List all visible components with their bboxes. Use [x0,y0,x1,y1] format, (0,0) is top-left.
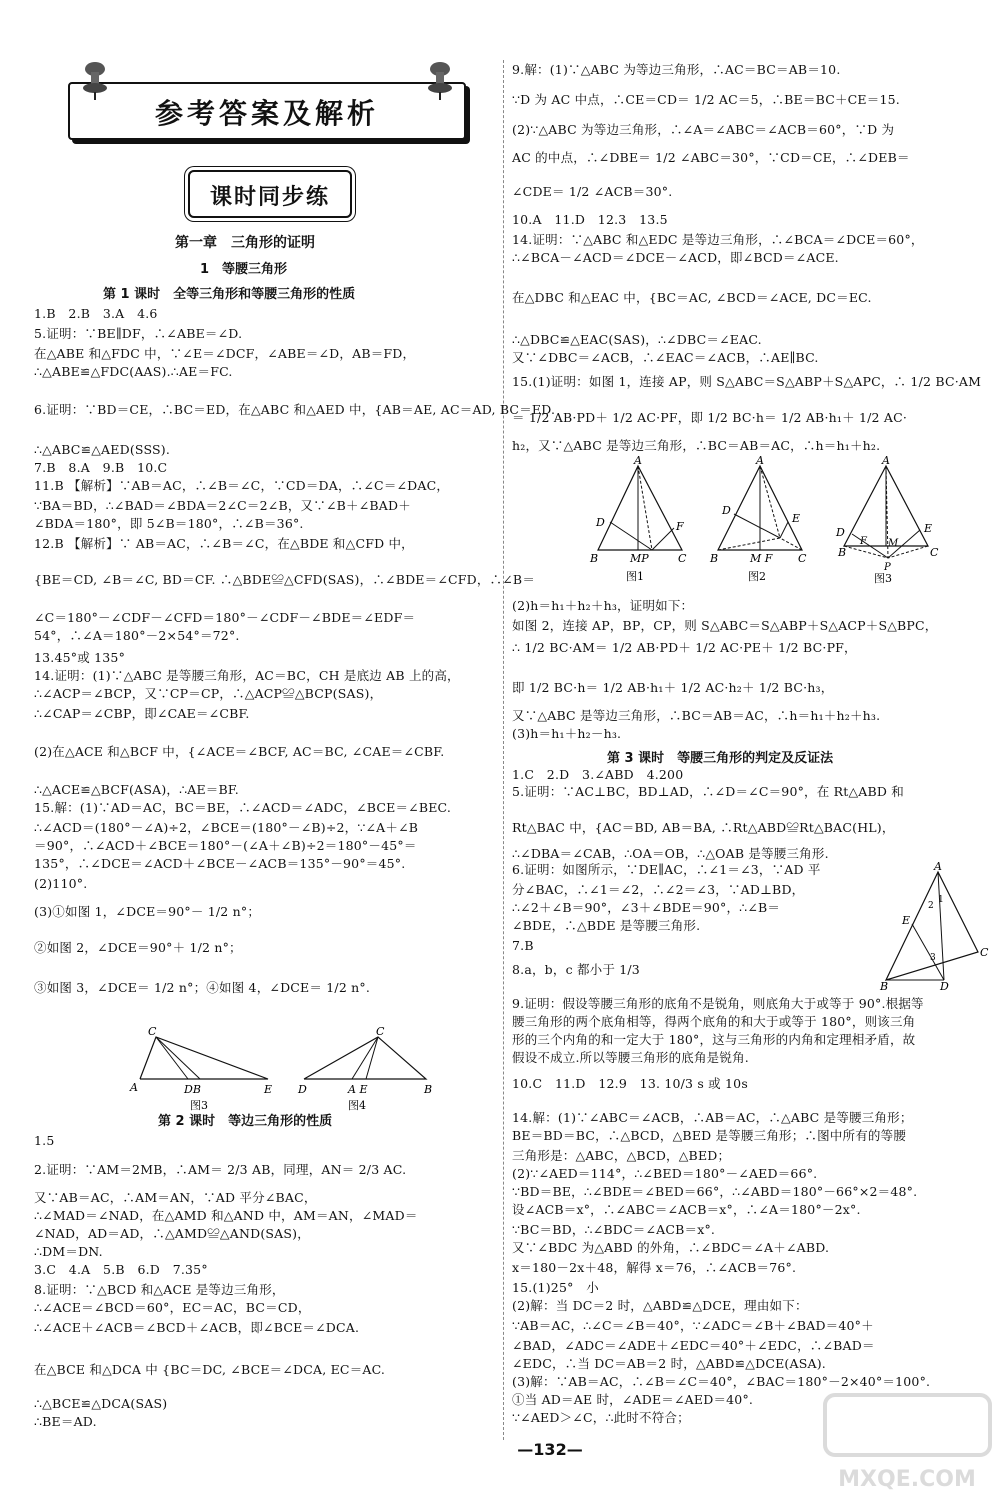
figure-3-right [834,454,944,588]
text-line: ∴DM＝DN. [34,1244,103,1259]
svg-text:DB: DB [184,1083,201,1096]
text-line: x＝180－2x＋48，解得 x＝76，∴∠ACB＝76°. [512,1260,797,1275]
figure-1-right [590,454,690,588]
text-line: ①当 AD＝AE 时，∠ADE＝∠AED＝40°. [512,1392,754,1407]
text-line: 2.证明：∵AM＝2MB，∴AM＝ 2/3 AB，同理，AN＝ 2/3 AC. [34,1162,407,1177]
svg-text:1: 1 [938,895,944,905]
svg-text:P: P [884,562,891,573]
text-line: 设∠ACB＝x°，∴∠ABC＝∠ACB＝x°，∴∠A＝180°－2x°. [512,1202,861,1217]
svg-text:D: D [940,980,949,993]
svg-text:图2: 图2 [748,570,766,583]
text-line: (2)110°. [34,876,88,891]
svg-text:MXQE.COM: MXQE.COM [838,1467,976,1492]
text-line: (3)①如图 1，∠DCE＝90°－ 1/2 n°； [34,904,261,919]
text-line: 又∵△ABC 是等边三角形，∴BC＝AB＝AC，∴h＝h₁＋h₂＋h₃. [512,708,881,723]
text-line: ∴∠CAP＝∠CBP，即∠CAE＝∠CBF. [34,706,250,721]
text-line: 15.解：(1)∵AD＝AC，BC＝BE，∴∠ACD＝∠ADC，∠BCE＝∠BEC. [34,800,452,815]
text-line: ∴∠ACE＋∠ACB＝∠BCD＋∠ACB，即∠BCE＝∠DCA. [34,1320,360,1335]
section-heading: 1 等腰三角形 [200,262,288,277]
text-line: ∴△DBC≌△EAC(SAS)，∴∠DBC＝∠EAC. [512,332,762,347]
figure-q6-right [878,862,988,992]
text-line: 135°，∴∠DCE＝∠ACD＋∠BCE－∠ACB＝135°－90°＝45°. [34,856,406,871]
text-line: BE＝BD＝BC，∴△BCD，△BED 是等腰三角形；∴图中所有的等腰 [512,1128,907,1143]
svg-text:C: C [678,552,687,565]
svg-text:2: 2 [928,901,934,911]
svg-text:F: F [676,520,684,533]
text-line: ∵∠AED＞∠C，∴此时不符合； [512,1410,690,1425]
figure-caption: 图3 [190,1099,208,1112]
lesson-heading: 第 2 课时 等边三角形的性质 [158,1114,333,1129]
text-line: (2)∵∠AED＝114°，∴∠BED＝180°－∠AED＝66°. [512,1166,818,1181]
text-line: (2)∵△ABC 为等边三角形，∴∠A＝∠ABC＝∠ACB＝60°，∵D 为 [512,122,895,137]
text-line: 7.B 8.A 9.B 10.C [34,460,168,475]
pushpin-icon [425,60,455,100]
text-line: ∠BDA＝180°，即 5∠B＝180°，∴∠B＝36°. [34,516,304,531]
section-title: 课时同步练 [209,185,330,210]
text-line: ∠NAD，AD＝AD，∴△AMD≌△AND(SAS)， [34,1226,310,1241]
text-line: 1.C 2.D 3.∠ABD 4.200 [512,767,684,782]
text-line: ∵BD＝BE，∴∠BDE＝∠BED＝66°，∴∠ABD＝180°－66°×2＝48°. [512,1184,918,1199]
text-line: ∴∠MAD＝∠NAD，在△AMD 和△AND 中，AM＝AN，∠MAD＝ [34,1208,418,1223]
text-line: 13.45°或 135° [34,650,126,665]
pushpin-icon [80,60,110,100]
text-line: ＝90°，∴∠ACD＋∠BCE＝180°－(∠A＋∠B)÷2＝180°－45°＝ [34,838,417,853]
chapter-heading: 第一章 三角形的证明 [175,235,315,251]
figure-2-right [710,454,810,588]
text-line: 三角形是：△ABC，△BCD，△BED； [512,1148,731,1163]
text-line: ∴∠ACP＝∠BCP，又∵CP＝CP，∴△ACP≌△BCP(SAS)， [34,686,383,701]
text-line: 14.证明：(1)∵△ABC 是等腰三角形，AC＝BC，CH 是底边 AB 上的高， [34,668,460,683]
svg-text:B: B [424,1083,433,1096]
text-line: 9.证明：假设等腰三角形的底角不是锐角，则底角大于或等于 90°.根据等 [512,996,924,1011]
text-line: 14.解：(1)∵∠ABC＝∠ACB，∴AB＝AC，∴△ABC 是等腰三角形； [512,1110,913,1125]
text-line: (2)在△ACE 和△BCF 中，{∠ACE＝∠BCF, AC＝BC, ∠CAE＝∠CBF. [34,744,445,759]
lesson-heading: 第 3 课时 等腰三角形的判定及反证法 [607,751,834,766]
page-title: 参考答案及解析 [154,97,379,130]
column-divider [503,60,505,1440]
text-line: 在△DBC 和△EAC 中，{BC＝AC, ∠BCD＝∠ACE, DC＝EC. [512,290,872,305]
text-line: ＝ 1/2 AB·PD＋ 1/2 AC·PF，即 1/2 BC·h＝ 1/2 AB·h₁＋ 1/2 AC· [512,410,908,425]
page-number: —132— [517,1440,583,1459]
svg-text:C: C [376,1025,385,1038]
lesson-heading: 第 1 课时 全等三角形和等腰三角形的性质 [103,287,356,302]
text-line: (3)h＝h₁＋h₂－h₃. [512,726,622,741]
text-line: 又∵AB＝AC，∴AM＝AN，∵AD 平分∠BAC， [34,1190,317,1205]
text-line: ∠C＝180°－∠CDF－∠CFD＝180°－∠CDF－∠BDE＝∠EDF＝ [34,610,416,625]
svg-text:M: M [888,538,899,549]
section-banner [188,170,352,218]
text-line: AC 的中点，∴∠DBE＝ 1/2 ∠ABC＝30°，∵CD＝CE，∴∠DEB＝ [512,150,910,165]
text-line: 5.证明：∵AC⊥BC，BD⊥AD，∴∠D＝∠C＝90°，在 Rt△ABD 和 [512,784,904,799]
text-line: 11.B 【解析】∵AB＝AC，∴∠B＝∠C，∵CD＝DA，∴∠C＝∠DAC， [34,478,450,493]
svg-text:A: A [934,860,942,873]
svg-text:A E: A E [348,1083,368,1096]
text-line: 腰三角形的两个底角相等，得两个底角的和大于或等于 180°，则该三角 [512,1014,916,1029]
figure-3-left [128,1025,278,1115]
svg-text:B: B [710,552,719,565]
text-line: 如图 2，连接 AP，BP，CP，则 S△ABC＝S△ABP＋S△ACP＋S△BPC， [512,618,938,633]
text-line: ∴∠ACD＝(180°－∠A)÷2，∠BCE＝(180°－∠B)÷2，∵∠A＋∠B [34,820,419,835]
text-line: 8.证明：∵△BCD 和△ACE 是等边三角形， [34,1282,285,1297]
text-line: 9.解：(1)∵△ABC 为等边三角形，∴AC＝BC＝AB＝10. [512,62,841,77]
text-line: 1.5 [34,1133,55,1148]
text-line: ∠BDE，∴△BDE 是等腰三角形. [512,918,701,933]
text-line: 形的三个内角的和一定大于 180°，这与三角形的内角和定理相矛盾，故 [512,1032,916,1047]
text-line: 分∠BAC，∴∠1＝∠2，∴∠2＝∠3，∵AD⊥BD， [512,882,805,897]
text-line: 即 1/2 BC·h＝ 1/2 AB·h₁＋ 1/2 AC·h₂＋ 1/2 BC·h₃， [512,680,834,695]
text-line: 5.证明：∵BE∥DF，∴∠ABE＝∠D. [34,326,243,341]
text-line: 在△BCE 和△DCA 中 {BC＝DC, ∠BCE＝∠DCA, EC＝AC. [34,1362,386,1377]
text-line: ∵D 为 AC 中点，∴CE＝CD＝ 1/2 AC＝5，∴BE＝BC＋CE＝15. [512,92,900,107]
text-line: (3)解：∵AB＝AC，∴∠B＝∠C＝40°，∠BAC＝180°－2×40°＝100°. [512,1374,931,1389]
text-line: 6.证明：如图所示，∵DE∥AC，∴∠1＝∠3，∵AD 平 [512,862,821,877]
text-line: ②如图 2，∠DCE＝90°＋ 1/2 n°； [34,940,242,955]
svg-text:图3: 图3 [874,572,892,585]
text-line: ∴△ACE≌△BCF(ASA)，∴AE＝BF. [34,782,239,797]
text-line: 3.C 4.A 5.B 6.D 7.35° [34,1262,208,1277]
text-line: 15.(1)证明：如图 1，连接 AP，则 S△ABC＝S△ABP＋S△APC，∴ 1/2 BC·AM [512,374,982,389]
svg-text:A: A [634,454,642,467]
watermark-logo [820,1390,995,1495]
svg-text:3: 3 [930,953,936,963]
text-line: 10.A 11.D 12.3 13.5 [512,212,668,227]
svg-text:B: B [838,546,847,559]
text-line: 又∵∠BDC 为△ABD 的外角，∴∠BDC＝∠A＋∠ABD. [512,1240,830,1255]
svg-text:D: D [596,516,605,529]
svg-text:A: A [756,454,764,467]
text-line: ③如图 3，∠DCE＝ 1/2 n°；④如图 4，∠DCE＝ 1/2 n°. [34,980,371,995]
svg-text:E: E [902,914,911,927]
svg-text:C: C [930,546,939,559]
text-line: Rt△BAC 中，{AC＝BD, AB＝BA, ∴Rt△ABD≌Rt△BAC(HL)， [512,820,895,835]
text-line: ∴∠BCA－∠ACD＝∠DCE－∠ACD，即∠BCD＝∠ACE. [512,250,839,265]
text-line: ∴∠2＋∠B＝90°，∠3＋∠BDE＝90°，∴∠B＝ [512,900,781,915]
text-line: ∴△ABC≌△AED(SSS). [34,442,171,457]
svg-text:E: E [924,522,933,535]
text-line: 在△ABE 和△FDC 中，∵∠E＝∠DCF，∠ABE＝∠D，AB＝FD， [34,346,416,361]
text-line: ∠CDE＝ 1/2 ∠ACB＝30°. [512,184,673,199]
svg-text:B: B [880,980,889,993]
svg-text:B: B [590,552,599,565]
figure-caption: 图4 [348,1099,366,1112]
svg-text:D: D [836,526,845,539]
text-line: 8.a，b，c 都小于 1/3 [512,962,640,977]
svg-text:C: C [798,552,807,565]
text-line: ∠EDC，∴当 DC＝AB＝2 时，△ABD≌△DCE(ASA). [512,1356,826,1371]
text-line: ∴ 1/2 BC·AM＝ 1/2 AB·PD＋ 1/2 AC·PE＋ 1/2 BC·PF， [512,640,857,655]
text-line: ∴BE＝AD. [34,1414,97,1429]
text-line: 又∵∠DBC＝∠ACB，∴∠EAC＝∠ACB，∴AE∥BC. [512,350,819,365]
figure-4-left [296,1025,436,1115]
text-line: ∵BC＝BD，∴∠BDC＝∠ACB＝x°. [512,1222,716,1237]
text-line: (2)h＝h₁＋h₂＋h₃，证明如下： [512,598,694,613]
svg-text:C: C [148,1025,157,1038]
text-line: ∠BAD，∠ADC＝∠ADE＋∠EDC＝40°＋∠EDC，∴∠BAD＝ [512,1338,875,1353]
text-line: (2)解：当 DC＝2 时，△ABD≌△DCE，理由如下： [512,1298,808,1313]
text-line: 15.(1)25° 小 [512,1280,599,1295]
text-line: {BE＝CD, ∠B＝∠C, BD＝CF. ∴△BDE≌△CFD(SAS)，∴∠BDE＝∠CFD，∴∠B＝ [34,572,536,587]
svg-text:A: A [130,1081,138,1094]
text-line: ∴△BCE≌△DCA(SAS) [34,1396,168,1411]
text-line: ∴∠DBA＝∠CAB，∴OA＝OB，∴△OAB 是等腰三角形. [512,846,829,861]
svg-text:D: D [722,504,731,517]
text-line: 14.证明：∵△ABC 和△EDC 是等边三角形，∴∠BCA＝∠DCE＝60°， [512,232,924,247]
text-line: 假设不成立.所以等腰三角形的底角是锐角. [512,1050,749,1065]
svg-text:A: A [882,454,890,467]
svg-text:E: E [792,512,801,525]
svg-text:D: D [298,1083,307,1096]
text-line: 1.B 2.B 3.A 4.6 [34,306,158,321]
text-line: ∴∠ACE＝∠BCD＝60°，EC＝AC，BC＝CD， [34,1300,311,1315]
svg-text:F: F [860,536,867,547]
text-line: ∴△ABE≌△FDC(AAS).∴AE＝FC. [34,364,233,379]
text-line: ∵BA＝BD，∴∠BAD＝∠BDA＝2∠C＝2∠B，又∵∠B＋∠BAD＋ [34,498,411,513]
text-line: 7.B [512,938,534,953]
text-line: h₂，又∵△ABC 是等边三角形，∴BC＝AB＝AC，∴h＝h₁＋h₂. [512,438,881,453]
text-line: 54°，∴∠A＝180°－2×54°＝72°. [34,628,240,643]
svg-text:C: C [980,946,989,959]
text-line: 6.证明：∵BD＝CE，∴BC＝ED，在△ABC 和△AED 中，{AB＝AE, AC＝AD, BC＝ED. [34,402,556,417]
answer-banner [68,82,466,140]
text-line: 10.C 11.D 12.9 13. 10/3 s 或 10s [512,1076,748,1091]
svg-text:MP: MP [630,552,649,565]
svg-text:E: E [264,1083,273,1096]
svg-text:M F: M F [750,552,773,565]
text-line: 12.B 【解析】∵ AB＝AC，∴∠B＝∠C，在△BDE 和△CFD 中， [34,536,414,551]
text-line: ∵AB＝AC，∴∠C＝∠B＝40°，∵∠ADC＝∠B＋∠BAD＝40°＋ [512,1318,874,1333]
svg-text:图1: 图1 [626,570,644,583]
